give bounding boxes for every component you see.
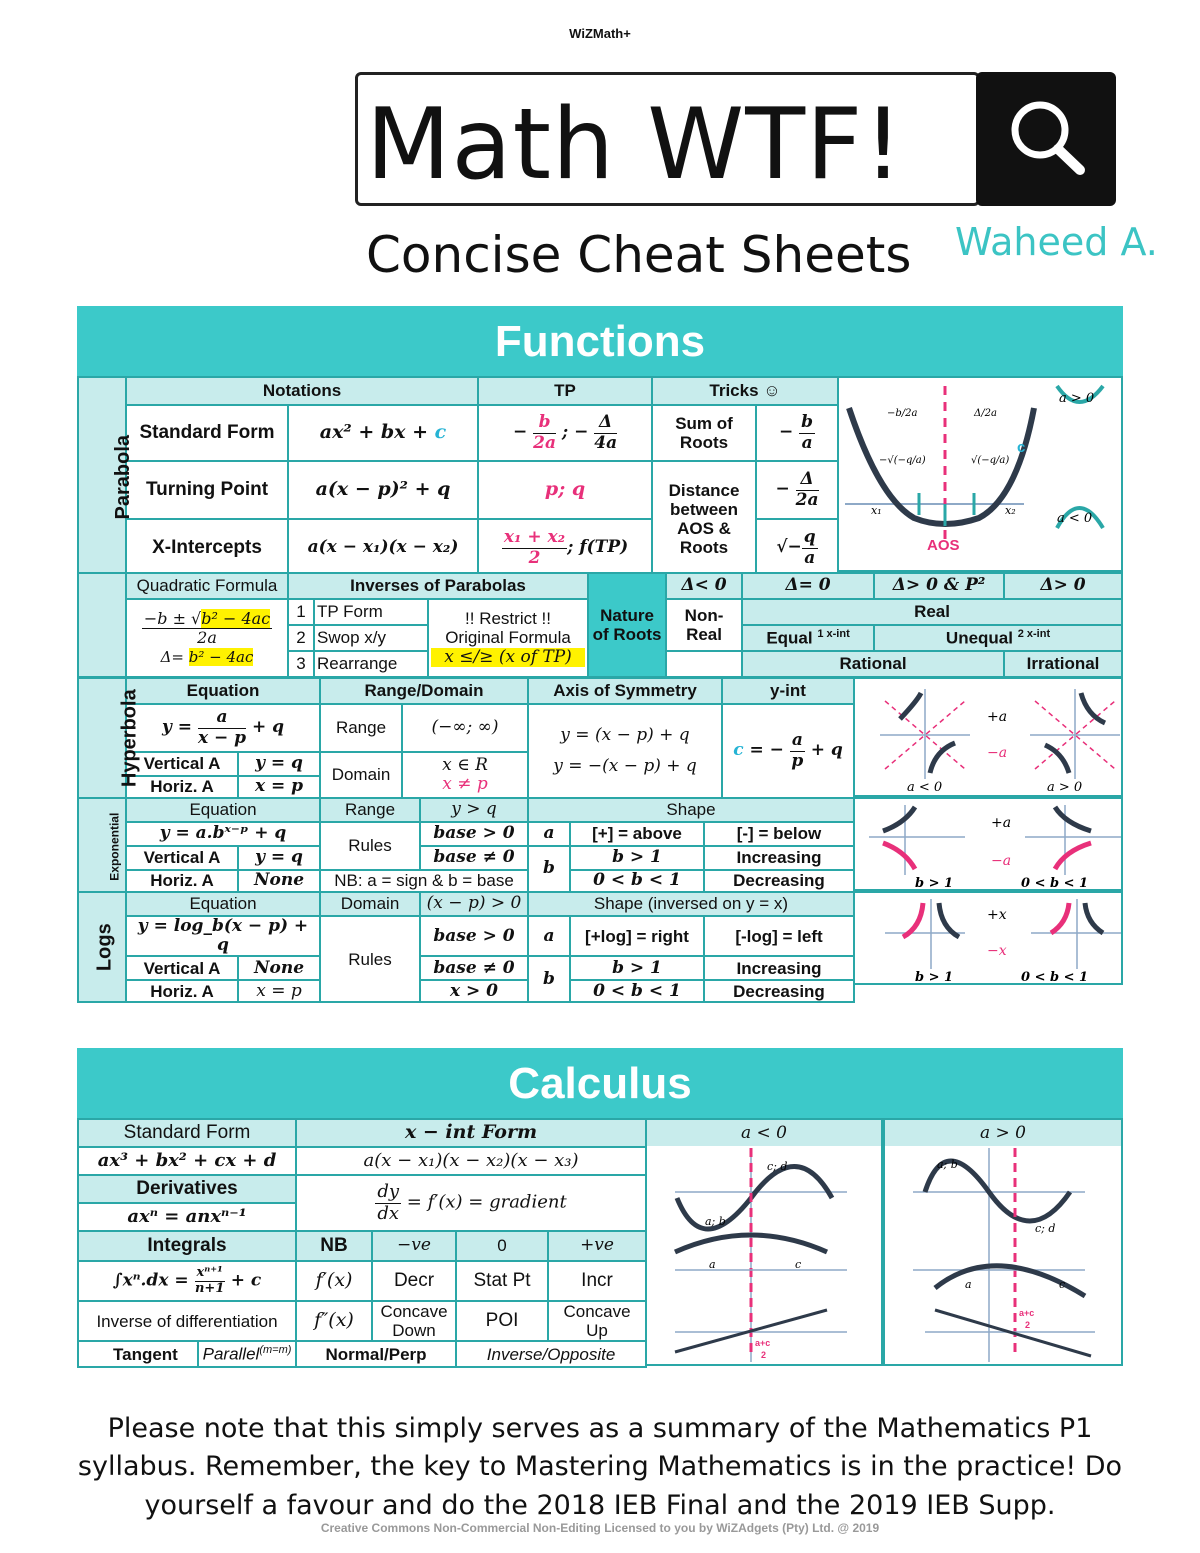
neg-ab-label: a; b: [705, 1215, 726, 1228]
calc-zero-header: 0: [456, 1231, 548, 1261]
neg-cd-label: c; d: [767, 1160, 788, 1173]
exp-rule-1: base > 0: [420, 822, 528, 846]
exp-equation: y = a.bˣ⁻ᵖ + q: [126, 822, 320, 846]
search-button[interactable]: [976, 72, 1116, 206]
calc-decr: Decr: [372, 1261, 456, 1301]
calc-integral-expr: ∫xⁿ.dx = $\frac{\text{xⁿ⁺¹}}{n+1}$ + c: [78, 1261, 296, 1301]
summary-note: Please note that this simply serves as a summary of the Mathematics P1 syllabus. Remember, the key to Mastering Mathematics is in the practice! Do yourself a favour and do the 2018 IEB Final and the 2019 IEB Supp.: [77, 1413, 1123, 1521]
logs-b-label: b: [528, 956, 570, 1002]
logs-rule-1: base > 0: [420, 916, 528, 956]
hyperbola-label: Hyperbola: [78, 678, 126, 798]
turning-point-tp: p; q: [478, 461, 652, 519]
logs-right: [+log] = right: [570, 916, 704, 956]
calculus-table: [77, 1118, 647, 1368]
inv-step-2-num: 2: [288, 625, 314, 651]
logs-rules-label: Rules: [320, 916, 420, 1002]
x-intercepts-label: X-Intercepts: [126, 519, 288, 577]
disc-zero: Δ= 0: [742, 573, 874, 599]
x-intercepts-expr: a(x − x₁)(x − x₂): [288, 519, 478, 577]
calc-standard-expr: ax³ + bx² + cx + d: [78, 1147, 296, 1175]
cubic-graph-neg-label: a < 0: [647, 1120, 881, 1146]
hyp-horizontal-label: Horiz. A: [126, 776, 238, 798]
rational-label: Rational: [742, 651, 1004, 677]
exp-plus-a: +a: [991, 815, 1012, 831]
logs-b-between: 0 < b < 1: [570, 980, 704, 1002]
domain-label: Domain: [320, 752, 402, 798]
exp-range-expr: y > q: [420, 798, 528, 822]
parabola-lower-table: [77, 572, 1123, 678]
hyp-a-pos: a > 0: [1047, 780, 1083, 795]
exp-below: [-] = below: [704, 822, 854, 846]
tp-formula: − $\frac{b}{2a}$ ; − $\frac{\Delta}{4a}$: [478, 405, 652, 461]
page-title: Math WTF!: [366, 88, 904, 202]
calc-tangent: Tangent: [78, 1341, 198, 1367]
graph-neg-b-2a: −b/2a: [887, 408, 918, 419]
hyp-vertical-expr: y = q: [238, 752, 320, 776]
calc-gradient-expr: $\frac{dy}{dx}$ = f′(x) = gradient: [296, 1175, 646, 1231]
calc-incr: Incr: [548, 1261, 646, 1301]
calc-concave-up: Concave Up: [548, 1301, 646, 1341]
standard-form-expr: ax² + bx + c: [288, 405, 478, 461]
inv-step-3: Rearrange: [314, 651, 428, 677]
logs-increasing: Increasing: [704, 956, 854, 980]
exp-note: NB: a = sign & b = base: [320, 870, 528, 892]
logs-domain-header: Domain: [320, 892, 420, 916]
hyp-equation-header: Equation: [126, 678, 320, 704]
exponential-graph: [853, 797, 1123, 891]
calc-deriv-expr: axⁿ = anxⁿ⁻¹: [78, 1203, 296, 1231]
logs-equation: y = log_b(x − p) + q: [126, 916, 320, 956]
parabola-table: [77, 376, 839, 578]
logs-horizontal-expr: x = p: [238, 980, 320, 1002]
logs-plus-x: +x: [987, 907, 1007, 923]
author-name: Waheed A.: [955, 220, 1158, 264]
disc-pos: Δ> 0: [1004, 573, 1122, 599]
parabola-graph: [837, 376, 1123, 572]
calc-poi: POI: [456, 1301, 548, 1341]
disc-pos-sq: Δ> 0 & P²: [874, 573, 1004, 599]
turning-point-expr: a(x − p)² + q: [288, 461, 478, 519]
distance-expr: − $\frac{\Delta}{2a}$: [756, 461, 838, 519]
a-pos-label: a > 0: [1059, 391, 1095, 406]
calc-f2: f″(x): [296, 1301, 372, 1341]
logs-decreasing: Decreasing: [704, 980, 854, 1002]
logs-vertical-label: Vertical A: [126, 956, 238, 980]
real-label: Real: [742, 599, 1122, 625]
exponential-label: Exponential: [78, 798, 126, 892]
equal-label: Equal $^{1 x-int}$: [742, 625, 874, 651]
exp-horizontal-expr: None: [238, 870, 320, 892]
graph-x2-label: x₂: [1005, 504, 1016, 517]
calc-pos-header: +ve: [548, 1231, 646, 1261]
calc-standard-form-label: Standard Form: [78, 1119, 296, 1147]
logs-graph-b-gt1: b > 1: [915, 970, 954, 985]
exp-decreasing: Decreasing: [704, 870, 854, 892]
parabola-label: Parabola: [78, 377, 126, 577]
logs-left: [-log] = left: [704, 916, 854, 956]
search-icon: [976, 72, 1116, 206]
exp-increasing: Increasing: [704, 846, 854, 870]
hyperbola-graph: [853, 677, 1123, 797]
graph-x1-label: x₁: [871, 504, 882, 517]
svg-text:2: 2: [761, 1350, 767, 1360]
logs-graph-b-between: 0 < b < 1: [1021, 970, 1089, 985]
range-expr: (−∞; ∞): [402, 704, 528, 752]
cubic-graph-neg: [645, 1118, 883, 1366]
exp-rule-2: base ≠ 0: [420, 846, 528, 870]
calc-inverse-diff: Inverse of differentiation: [78, 1301, 296, 1341]
disc-neg: Δ< 0: [666, 573, 742, 599]
pos-cd-label: c; d: [1035, 1222, 1056, 1235]
functions-header: Functions: [77, 306, 1123, 376]
logs-minus-x: −x: [987, 943, 1007, 959]
exp-vertical-expr: y = q: [238, 846, 320, 870]
exp-horizontal-label: Horiz. A: [126, 870, 238, 892]
exp-b-between: 0 < b < 1: [570, 870, 704, 892]
logs-table: [77, 891, 855, 1003]
hyp-vertical-label: Vertical A: [126, 752, 238, 776]
unequal-label: Unequal $^{2 x-int}$: [874, 625, 1122, 651]
hyp-plus-a: +a: [987, 709, 1008, 725]
pos-a-label: a: [965, 1278, 972, 1291]
hyp-a-neg: a < 0: [907, 780, 943, 795]
exponential-table: [77, 797, 855, 893]
hyp-minus-a: −a: [987, 745, 1008, 761]
quadratic-formula-label: Quadratic Formula: [126, 573, 288, 599]
nature-header: Nature of Roots: [588, 573, 666, 677]
sum-of-roots-label: Sum of Roots: [652, 405, 756, 461]
neg-c-label: c: [795, 1258, 802, 1271]
exp-rules-label: Rules: [320, 822, 420, 870]
aos-header: Axis of Symmetry: [528, 678, 722, 704]
graph-aos-label: AOS: [927, 537, 960, 554]
calc-f1: f′(x): [296, 1261, 372, 1301]
inv-step-1-num: 1: [288, 599, 314, 625]
exp-a-label: a: [528, 822, 570, 846]
inv-step-2: Swop x/y: [314, 625, 428, 651]
neg-a-label: a: [709, 1258, 716, 1271]
pos-midpoint-label: a+c: [1019, 1308, 1035, 1318]
exp-minus-a: −a: [991, 853, 1012, 869]
tp-header: TP: [478, 377, 652, 405]
graph-c-label: c: [1017, 439, 1026, 456]
a-neg-label: a < 0: [1057, 511, 1093, 526]
hyperbola-table: [77, 677, 855, 799]
logs-graph: [853, 891, 1123, 985]
exp-b-gt1: b > 1: [570, 846, 704, 870]
calc-stat-pt: Stat Pt: [456, 1261, 548, 1301]
tricks-header: Tricks ☺: [652, 377, 838, 405]
graph-sqrt-left: −√(−q/a): [879, 455, 926, 466]
exp-graph-b-between: 0 < b < 1: [1021, 876, 1089, 891]
calc-nb-header: NB: [296, 1231, 372, 1261]
calc-concave-down: Concave Down: [372, 1301, 456, 1341]
logs-vertical-expr: None: [238, 956, 320, 980]
smile-icon: ☺: [763, 381, 781, 401]
aos-exprs: y = (x − p) + q y = −(x − p) + q: [528, 704, 722, 798]
inv-step-3-num: 3: [288, 651, 314, 677]
exp-graph-b-gt1: b > 1: [915, 876, 954, 891]
license-footer: Creative Commons Non-Commercial Non-Editing Licensed to you by WiZAdgets (Pty) Ltd. @ 2019: [320, 1521, 880, 1535]
svg-text:2: 2: [1025, 1320, 1031, 1330]
pos-ab-label: a; b: [937, 1158, 958, 1171]
logs-label: Logs: [78, 892, 126, 1002]
calc-derivatives-label: Derivatives: [78, 1175, 296, 1203]
cubic-graph-pos: [883, 1118, 1123, 1366]
calc-neg-header: −ve: [372, 1231, 456, 1261]
logs-a-label: a: [528, 916, 570, 956]
range-label: Range: [320, 704, 402, 752]
logs-rule-3: x > 0: [420, 980, 528, 1002]
exp-vertical-label: Vertical A: [126, 846, 238, 870]
sum-of-roots-expr: − $\frac{b}{a}$: [756, 405, 838, 461]
logs-equation-header: Equation: [126, 892, 320, 916]
cubic-graph-pos-label: a > 0: [885, 1120, 1121, 1146]
exp-range-header: Range: [320, 798, 420, 822]
non-real-label: Non-Real: [666, 599, 742, 651]
calc-integrals-label: Integrals: [78, 1231, 296, 1261]
calc-parallel: Parallel$^{(m=m)}$: [198, 1341, 296, 1367]
yint-expr: c = − $\frac{a}{p}$ + q: [722, 704, 854, 798]
inverses-header: Inverses of Parabolas: [288, 573, 588, 599]
hyp-equation: y = $\frac{a}{x - p}$ + q: [126, 704, 320, 752]
logs-b-gt1: b > 1: [570, 956, 704, 980]
distance-sqrt-expr: √− $\frac{q}{a}$: [756, 519, 838, 577]
brand-label: WiZMath+: [569, 26, 631, 41]
calc-normal: Normal/Perp: [296, 1341, 456, 1367]
exp-equation-header: Equation: [126, 798, 320, 822]
restrict-cell: !! Restrict !! Original Formula x ≤/≥ (x of TP): [428, 599, 588, 677]
turning-point-label: Turning Point: [126, 461, 288, 519]
irrational-label: Irrational: [1004, 651, 1122, 677]
page-subtitle: Concise Cheat Sheets: [366, 226, 912, 284]
notations-header: Notations: [126, 377, 478, 405]
range-domain-header: Range/Domain: [320, 678, 528, 704]
standard-form-label: Standard Form: [126, 405, 288, 461]
graph-sqrt-right: √(−q/a): [971, 455, 1010, 466]
pos-c-label: c: [1059, 1278, 1066, 1291]
calculus-header: Calculus: [77, 1048, 1123, 1118]
logs-rule-2: base ≠ 0: [420, 956, 528, 980]
yint-header: y-int: [722, 678, 854, 704]
graph-delta-2a: Δ/2a: [974, 408, 997, 419]
logs-horizontal-label: Horiz. A: [126, 980, 238, 1002]
inv-step-1: TP Form: [314, 599, 428, 625]
calc-xint-form-label: x − int Form: [296, 1119, 646, 1147]
logs-domain-expr: (x − p) > 0: [420, 892, 528, 916]
exp-shape-header: Shape: [528, 798, 854, 822]
domain-expr: x ∈ R x ≠ p: [402, 752, 528, 798]
quadratic-formula: $\frac{\text{−b ± √b² − 4ac}}{2a}$ Δ= b² − 4ac: [126, 599, 288, 677]
exp-above: [+] = above: [570, 822, 704, 846]
neg-midpoint-label: a+c: [755, 1338, 771, 1348]
calc-xint-expr: a(x − x₁)(x − x₂)(x − x₃): [296, 1147, 646, 1175]
logs-shape-header: Shape (inversed on y = x): [528, 892, 854, 916]
exp-b-label: b: [528, 846, 570, 892]
x-intercepts-tp: $\frac{\text{x₁ + x₂}}{2}$ ; f(TP): [478, 519, 652, 577]
hyp-horizontal-expr: x = p: [238, 776, 320, 798]
calc-inverse-opp: Inverse/Opposite: [456, 1341, 646, 1367]
distance-label: Distance between AOS & Roots: [652, 461, 756, 577]
